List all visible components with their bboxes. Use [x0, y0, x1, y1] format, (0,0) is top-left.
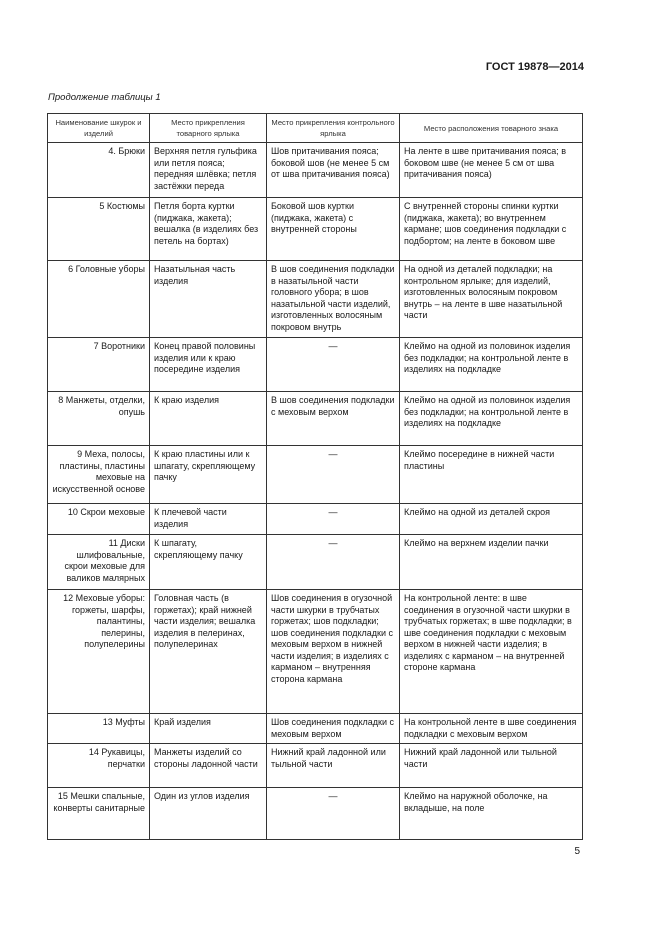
row-name-cell: 14 Рукавицы, перчатки [48, 744, 150, 788]
trademark-cell: Клеймо на одной из деталей скроя [400, 504, 583, 535]
trademark-cell: Клеймо на одной из половинок изделия без подкладки; на контрольной ленте в изделиях на подкладке [400, 338, 583, 392]
row-name-cell: 13 Муфты [48, 714, 150, 744]
column-header-name: Наименование шкурок и изделий [48, 114, 150, 143]
product-label-cell: Головная часть (в горжетах); край нижней части изделия; вешалка изделия в пелеринах, полупелеринах [150, 590, 267, 714]
table-header-row [48, 114, 583, 143]
table-row [48, 143, 583, 198]
control-label-cell: — [267, 535, 400, 590]
product-label-cell: Конец правой половины изделия или к краю посередине изделия [150, 338, 267, 392]
product-label-cell: К шпагату, скрепляющему пачку [150, 535, 267, 590]
control-label-cell: Шов притачивания пояса; боковой шов (не менее 5 см от шва притачивания пояса) [267, 143, 400, 198]
product-label-cell: Назатыльная часть изделия [150, 261, 267, 338]
row-name-cell: 5 Костюмы [48, 198, 150, 261]
control-label-cell: В шов соединения подкладки с меховым верхом [267, 392, 400, 446]
row-name-cell: 10 Скрои меховые [48, 504, 150, 535]
control-label-cell: Боковой шов куртки (пиджака, жакета) с внутренней стороны [267, 198, 400, 261]
control-label-cell: В шов соединения подкладки в назатыльной части головного убора; в шов назатыльной части изделий, изготовленных волосяным покровом внутрь [267, 261, 400, 338]
trademark-cell: На контрольной ленте в шве соединения подкладки с меховым верхом [400, 714, 583, 744]
trademark-cell: Клеймо на верхнем изделии пачки [400, 535, 583, 590]
table-row [48, 788, 583, 840]
row-name-cell: 15 Мешки спальные, конверты санитарные [48, 788, 150, 840]
row-name-cell: 7 Воротники [48, 338, 150, 392]
row-name-cell: 8 Манжеты, отделки, опушь [48, 392, 150, 446]
table-row [48, 338, 583, 392]
trademark-cell: На ленте в шве притачивания пояса; в боковом шве (не менее 5 см от шва притачивания пояса) [400, 143, 583, 198]
row-name-cell: 11 Диски шлифовальные, скрои меховые для валиков малярных [48, 535, 150, 590]
trademark-cell: Клеймо посередине в нижней части пластины [400, 446, 583, 504]
table-row [48, 198, 583, 261]
control-label-cell: Шов соединения в огузочной части шкурки в трубчатых горжетах; шов подкладки; шов соединения подкладки с меховым верхом в нижней части изделия; в изделиях с карманом – внутренняя сторона кармана [267, 590, 400, 714]
product-label-cell: К краю пластины или к шпагату, скрепляющему пачку [150, 446, 267, 504]
control-label-cell: Нижний край ладонной или тыльной части [267, 744, 400, 788]
table-row [48, 446, 583, 504]
control-label-cell: — [267, 338, 400, 392]
trademark-cell: На одной из деталей подкладки; на контрольном ярлыке; для изделий, изготовленных волосяным покровом внутрь – на ленте в шве назатыльной части [400, 261, 583, 338]
row-name-cell: 6 Головные уборы [48, 261, 150, 338]
product-label-cell: Верхняя петля гульфика или петля пояса; передняя шлёвка; петля застёжки переда [150, 143, 267, 198]
column-header-trademark: Место расположения товарного знака [400, 114, 583, 143]
control-label-cell: Шов соединения подкладки с меховым верхом [267, 714, 400, 744]
trademark-cell: Клеймо на одной из половинок изделия без подкладки; на контрольной ленте в изделиях на подкладке [400, 392, 583, 446]
table-row [48, 590, 583, 714]
row-name-cell: 12 Меховые уборы: горжеты, шарфы, палантины, пелерины, полупелерины [48, 590, 150, 714]
requirements-table [47, 113, 583, 840]
product-label-cell: Манжеты изделий со стороны ладонной части [150, 744, 267, 788]
page-number: 5 [574, 846, 580, 857]
table-row [48, 261, 583, 338]
trademark-cell: Клеймо на наружной оболочке, на вкладыше, на поле [400, 788, 583, 840]
trademark-cell: На контрольной ленте: в шве соединения в огузочной части шкурки в трубчатых горжетах; в шве подкладки; в шве соединения подкладки с меховым верхом в нижней части изделия; в изделиях с карманом – на внутренней стороне кармана [400, 590, 583, 714]
standard-number: ГОСТ 19878—2014 [485, 61, 584, 73]
table-row [48, 714, 583, 744]
table-row [48, 392, 583, 446]
control-label-cell: — [267, 446, 400, 504]
table-caption: Продолжение таблицы 1 [48, 92, 161, 103]
row-name-cell: 4. Брюки [48, 143, 150, 198]
product-label-cell: К краю изделия [150, 392, 267, 446]
product-label-cell: К плечевой части изделия [150, 504, 267, 535]
product-label-cell: Один из углов изделия [150, 788, 267, 840]
column-header-control-label: Место прикрепления контрольного ярлыка [267, 114, 400, 143]
column-header-product-label: Место прикрепления товарного ярлыка [150, 114, 267, 143]
product-label-cell: Край изделия [150, 714, 267, 744]
table-row [48, 744, 583, 788]
trademark-cell: С внутренней стороны спинки куртки (пиджака, жакета); во внутреннем кармане; шов соединения подкладки с подбортом; на ленте в боковом шве [400, 198, 583, 261]
trademark-cell: Нижний край ладонной или тыльной части [400, 744, 583, 788]
table-row [48, 535, 583, 590]
row-name-cell: 9 Меха, полосы, пластины, пластины меховые на искусственной основе [48, 446, 150, 504]
control-label-cell: — [267, 788, 400, 840]
table-row [48, 504, 583, 535]
control-label-cell: — [267, 504, 400, 535]
product-label-cell: Петля борта куртки (пиджака, жакета); вешалка (в изделиях без петель на бортах) [150, 198, 267, 261]
